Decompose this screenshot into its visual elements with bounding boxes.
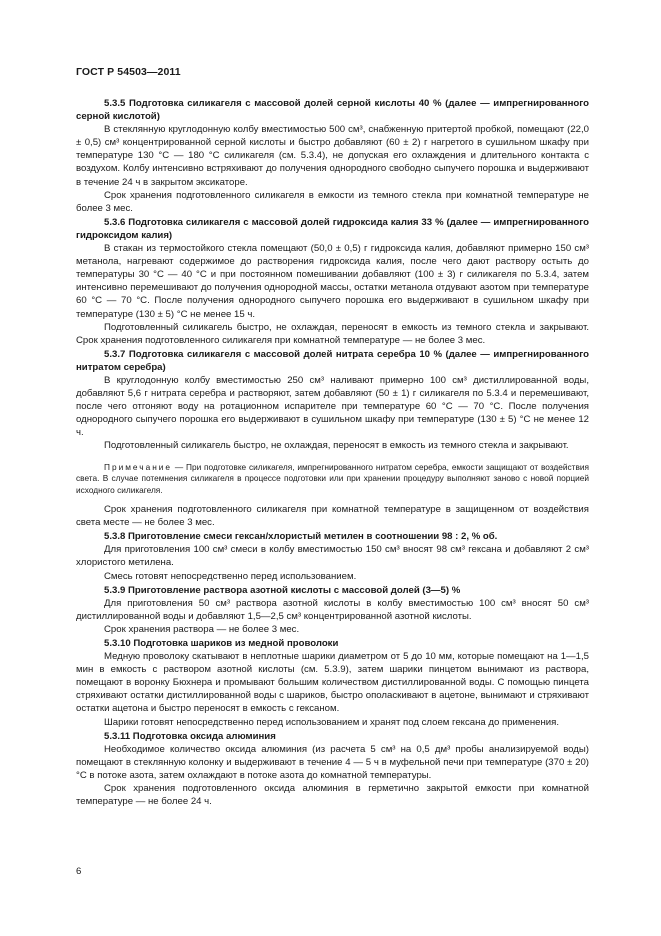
paragraph: Подготовленный силикагель быстро, не охлаждая, переносят в емкость из темного стекла и закрывают. Срок хранения подготовленного силикагеля при комнатной температуре — не более 3 мес. <box>76 321 589 346</box>
section-heading-5-3-7: 5.3.7 Подготовка силикагеля с массовой долей нитрата серебра 10 % (далее — импрегнированного нитратом серебра) <box>76 348 589 373</box>
paragraph: В стеклянную круглодонную колбу вместимостью 500 см³, снабженную притертой пробкой, помещают (22,0 ± 0,5) см³ концентрированной серной кислоты и быстро добавляют (60 ± 2) г нагретого в сушильном шкафу при температуре 130 °С — 180 °С силикагеля (см. 5.3.4), не допуская его охлаждения и длительного контакта с воздухом. Колбу интенсивно встряхивают до получения однородного свободно сыпучего порошка и выдерживают в течение 24 ч в закрытом эксикаторе. <box>76 124 589 188</box>
paragraph: В стакан из термостойкого стекла помещают (50,0 ± 0,5) г гидроксида калия, добавляют примерно 150 см³ метанола, нагревают содержимое до растворения гидроксида калия, после чего дают раствору остыть до температуры 30 °С — 40 °С и при постоянном помешивании добавляют (100 ± 3) г силикагеля по 5.3.4, затем интенсивно перемешивают до получения однородной массы, остатки метанола отдувают азотом при температуре 60 °С — 70 °С. После получения однородного сыпучего порошка его выдерживают в сушильном шкафу при температуре (130 ± 5) °С не менее 15 ч. <box>76 243 589 320</box>
paragraph: Медную проволоку скатывают в неплотные шарики диаметром от 5 до 10 мм, которые помещают на 1—1,5 мин в емкость с раствором азотной кислоты (см. 5.3.9), затем шарики пинцетом вынимают из раствора, помещают в воронку Бюхнера и промывают большим количеством дистиллированной воды. С помощью пинцета стряхивают остатки дистиллированной воды с шариков, быстро ополаскивают в ацетоне, вынимают и стряхивают остатки ацетона и быстро переносят в емкость с гексаном. <box>76 651 589 715</box>
standard-header: ГОСТ Р 54503—2011 <box>76 66 181 78</box>
page-number: 6 <box>76 866 82 877</box>
paragraph: В круглодонную колбу вместимостью 250 см³ наливают примерно 100 см³ дистиллированной воды, добавляют 5,6 г нитрата серебра и растворяют, затем добавляют (50 ± 1) г силикагеля по 5.3.4 и перемешивают, после чего отгоняют воду на ротационном испарителе при температуре 60 °С — 70 °С. После получения однородного сыпучего порошка его выдерживают в сушильном шкафу при температуре (130 ± 5) °С не менее 12 ч. <box>76 374 589 439</box>
paragraph: Срок хранения подготовленного силикагеля при комнатной температуре в защищенном от воздействия света месте — не более 3 мес. <box>76 504 589 529</box>
section-heading-5-3-9: 5.3.9 Приготовление раствора азотной кислоты с массовой долей (3—5) % <box>104 584 461 596</box>
paragraph: Подготовленный силикагель быстро, не охлаждая, переносят в емкость из темного стекла и закрывают. <box>104 440 569 452</box>
section-heading-5-3-5: 5.3.5 Подготовка силикагеля с массовой долей серной кислоты 40 % (далее — импрегнированного серной кислотой) <box>76 98 589 123</box>
paragraph: Необходимое количество оксида алюминия (из расчета 5 см³ на 0,5 дм³ пробы анализируемой воды) помещают в стеклянную колонку и выдерживают в течение 4 — 5 ч в муфельной печи при температуре (370 ± 20) °С в потоке азота, затем охлаждают в потоке азота до комнатной температуры. <box>76 743 589 781</box>
section-heading-5-3-8: 5.3.8 Приготовление смеси гексан/хлористый метилен в соотношении 98 : 2, % об. <box>104 531 498 543</box>
section-heading-5-3-10: 5.3.10 Подготовка шариков из медной проволоки <box>104 637 339 649</box>
paragraph: Шарики готовят непосредственно перед использованием и хранят под слоем гексана до применения. <box>104 716 559 728</box>
section-heading-5-3-6: 5.3.6 Подготовка силикагеля с массовой долей гидроксида калия 33 % (далее — импрегнированного гидроксидом калия) <box>76 216 589 241</box>
paragraph: Для приготовления 50 см³ раствора азотной кислоты в колбу вместимостью 100 см³ вносят 50 см³ дистиллированной воды и добавляют 1,5—2,5 см³ концентрированной азотной кислоты. <box>76 597 589 622</box>
paragraph: Срок хранения подготовленного оксида алюминия в герметично закрытой емкости при комнатной температуре — не более 24 ч. <box>76 783 589 808</box>
document-body <box>76 96 589 808</box>
section-heading-5-3-11: 5.3.11 Подготовка оксида алюминия <box>104 730 276 742</box>
note <box>76 462 589 497</box>
note-label: Примечание <box>104 461 173 472</box>
paragraph: Срок хранения раствора — не более 3 мес. <box>104 623 300 635</box>
paragraph: Смесь готовят непосредственно перед использованием. <box>104 570 357 582</box>
note-text: — При подготовке силикагеля, импрегнированного нитратом серебра, емкости защищают от воздействия света. В случае потемнения силикагеля в процессе подготовки или при хранении процедуру выполняют заново с новой порцией исходного силикагеля. <box>76 461 589 495</box>
paragraph: Срок хранения подготовленного силикагеля в емкости из темного стекла при комнатной температуре не более 3 мес. <box>76 189 589 214</box>
paragraph: Для приготовления 100 см³ смеси в колбу вместимостью 150 см³ вносят 98 см³ гексана и добавляют 2 см³ хлористого метилена. <box>76 544 589 569</box>
